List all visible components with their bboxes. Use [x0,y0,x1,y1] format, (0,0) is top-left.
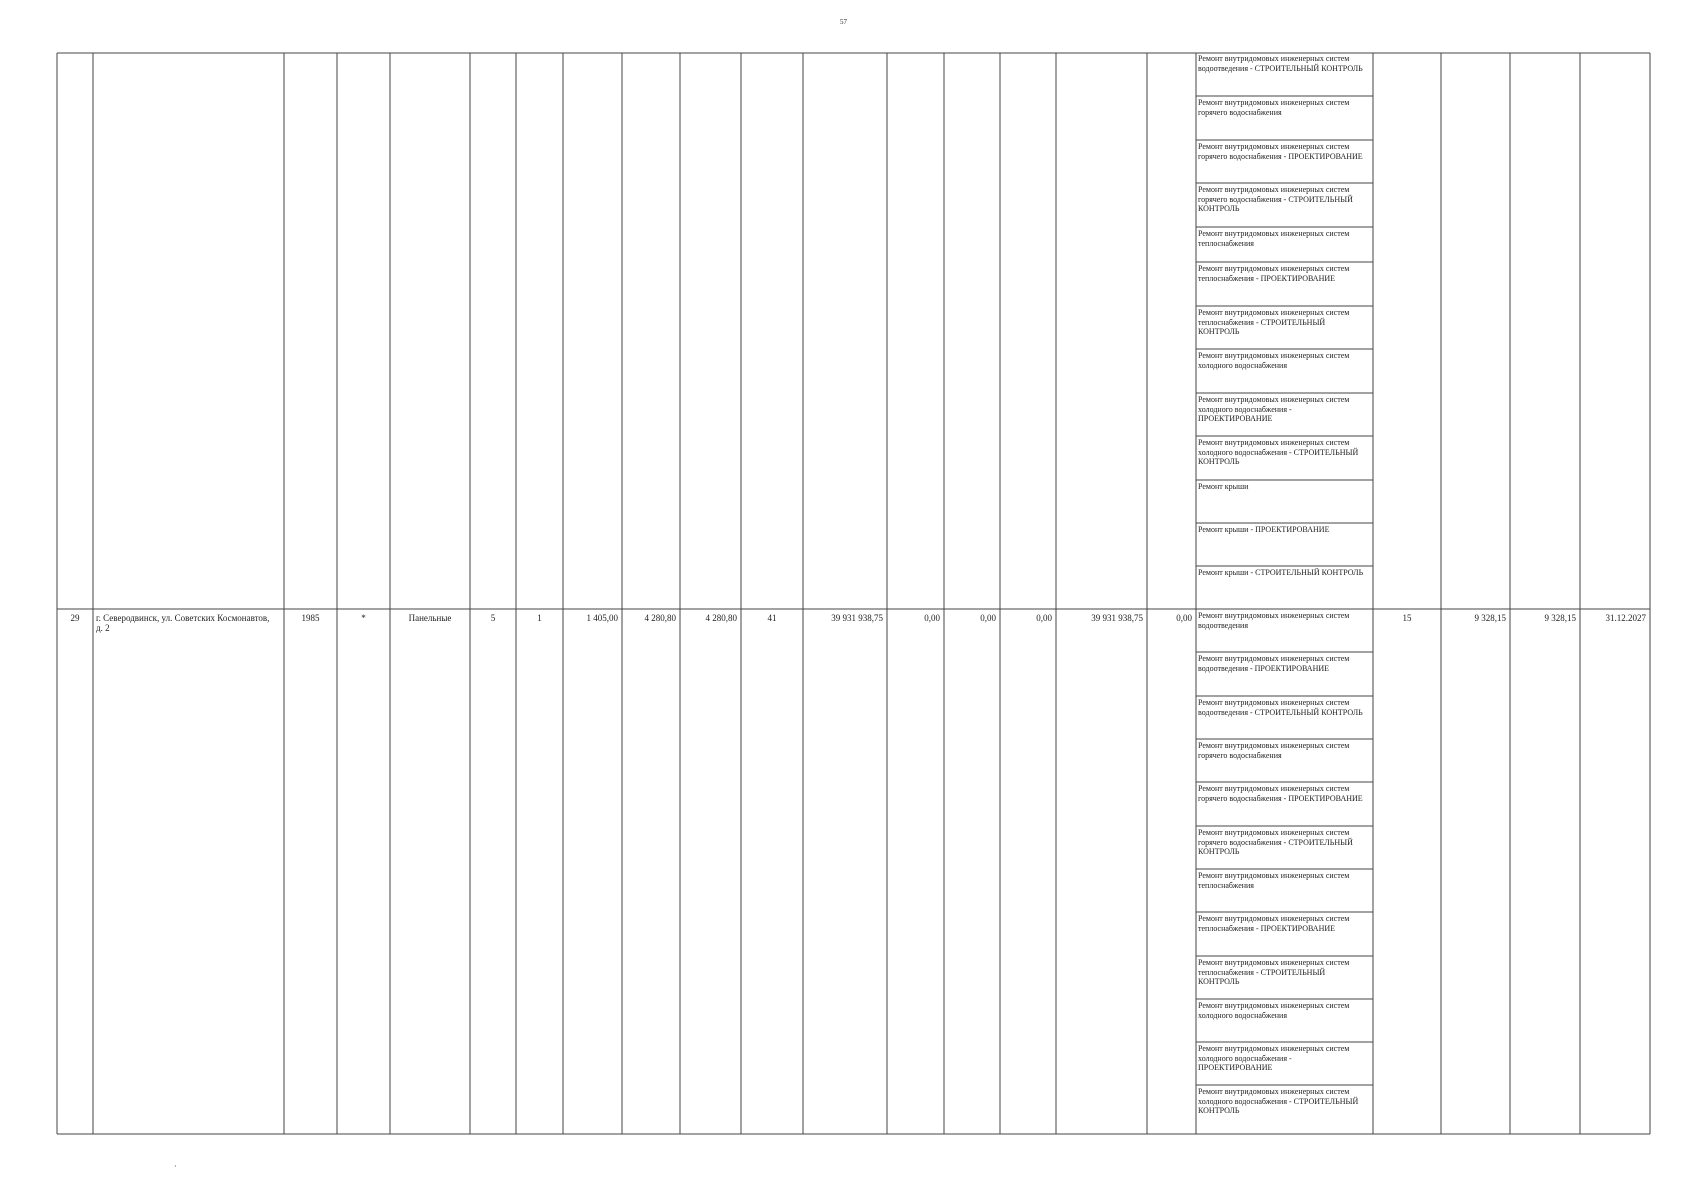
floors: 5 [490,613,496,623]
work-item: Ремонт внутридомовых инженерных систем холодного водоснабжения - СТРОИТЕЛЬНЫЙ КОНТРОЛЬ [1198,1087,1359,1115]
row-number: 29 [70,613,80,623]
page-number: 57 [840,18,847,26]
work-item: Ремонт внутридомовых инженерных систем теплоснабжения [1198,229,1350,248]
work-item: Ремонт внутридомовых инженерных систем горячего водоснабжения - ПРОЕКТИРОВАНИЕ [1198,142,1363,161]
cost-total: 39 931 938,75 [831,613,883,623]
work-item: Ремонт внутридомовых инженерных систем холодного водоснабжения - ПРОЕКТИРОВАНИЕ [1198,1044,1350,1072]
work-item: Ремонт внутридомовых инженерных систем теплоснабжения - СТРОИТЕЛЬНЫЙ КОНТРОЛЬ [1198,958,1350,986]
area-b: 4 280,80 [705,613,737,623]
fund-5: 0,00 [1176,613,1192,623]
unit-cost-b: 9 328,15 [1544,613,1576,623]
work-item: Ремонт внутридомовых инженерных систем горячего водоснабжения - ПРОЕКТИРОВАНИЕ [1198,784,1363,803]
fund-2: 0,00 [980,613,996,623]
work-item: Ремонт внутридомовых инженерных систем водоотведения [1198,611,1350,630]
work-item: Ремонт внутридомовых инженерных систем водоотведения - СТРОИТЕЛЬНЫЙ КОНТРОЛЬ [1198,698,1363,717]
work-item: Ремонт внутридомовых инженерных систем холодного водоснабжения [1198,351,1350,370]
residents: 41 [767,613,777,623]
unit-cost-a: 9 328,15 [1474,613,1506,623]
work-item: Ремонт внутридомовых инженерных систем теплоснабжения - ПРОЕКТИРОВАНИЕ [1198,264,1350,283]
work-item: Ремонт внутридомовых инженерных систем теплоснабжения [1198,871,1350,890]
work-item: Ремонт внутридомовых инженерных систем горячего водоснабжения [1198,741,1350,760]
fund-1: 0,00 [924,613,940,623]
work-item: Ремонт крыши - ПРОЕКТИРОВАНИЕ [1198,525,1330,534]
entrances: 1 [537,613,542,623]
fund-4: 39 931 938,75 [1091,613,1143,623]
work-item: Ремонт внутридомовых инженерных систем водоотведения - ПРОЕКТИРОВАНИЕ [1198,654,1350,673]
years-count: 15 [1402,613,1412,623]
area-total: 1 405,00 [586,613,618,623]
work-item: Ремонт внутридомовых инженерных систем холодного водоснабжения - ПРОЕКТИРОВАНИЕ [1198,395,1350,423]
address: г. Северодвинск, ул. Советских Космонавтов, д. 2 [96,613,270,633]
work-item: Ремонт внутридомовых инженерных систем водоотведения - СТРОИТЕЛЬНЫЙ КОНТРОЛЬ [1198,54,1363,73]
scan-speck: · [174,1162,177,1171]
work-item: Ремонт внутридомовых инженерных систем горячего водоснабжения - СТРОИТЕЛЬНЫЙ КОНТРОЛЬ [1198,185,1353,213]
commissioning-mark: * [361,613,366,623]
deadline: 31.12.2027 [1605,613,1646,623]
area-a: 4 280,80 [644,613,676,623]
work-item: Ремонт крыши - СТРОИТЕЛЬНЫЙ КОНТРОЛЬ [1198,568,1364,577]
work-item: Ремонт внутридомовых инженерных систем теплоснабжения - ПРОЕКТИРОВАНИЕ [1198,914,1350,933]
work-item: Ремонт крыши [1198,482,1249,491]
work-item: Ремонт внутридомовых инженерных систем горячего водоснабжения - СТРОИТЕЛЬНЫЙ КОНТРОЛЬ [1198,828,1353,856]
work-item: Ремонт внутридомовых инженерных систем теплоснабжения - СТРОИТЕЛЬНЫЙ КОНТРОЛЬ [1198,308,1350,336]
build-year: 1985 [301,613,320,623]
work-item: Ремонт внутридомовых инженерных систем холодного водоснабжения [1198,1001,1350,1020]
work-item: Ремонт внутридомовых инженерных систем горячего водоснабжения [1198,98,1350,117]
fund-3: 0,00 [1036,613,1052,623]
wall-material: Панельные [408,613,452,623]
work-item: Ремонт внутридомовых инженерных систем холодного водоснабжения - СТРОИТЕЛЬНЫЙ КОНТРОЛЬ [1198,438,1359,466]
